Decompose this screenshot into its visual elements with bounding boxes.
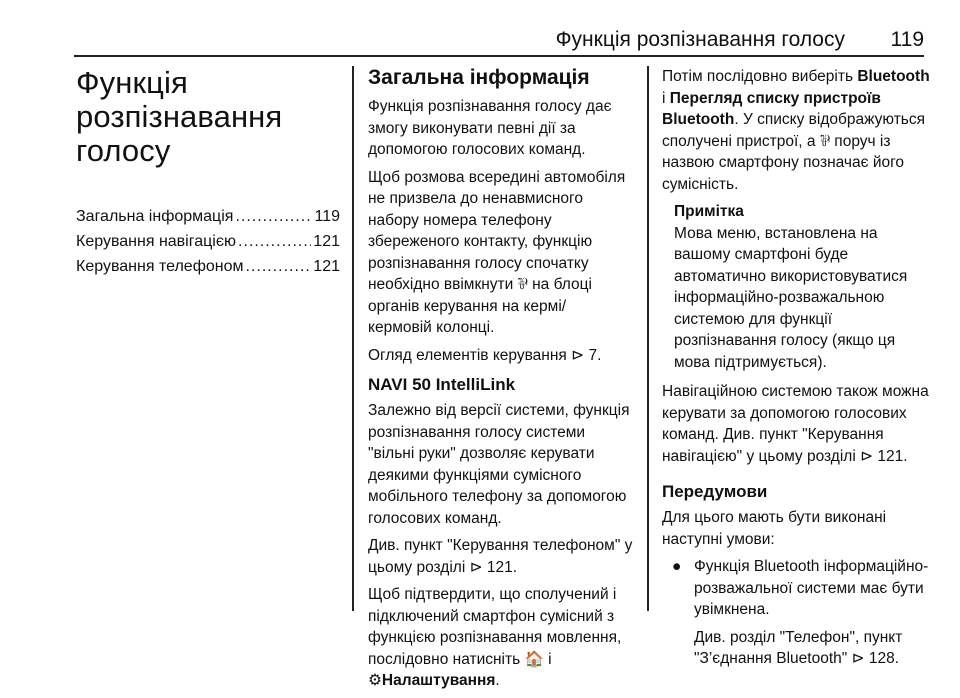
toc-page: 121 [313,233,340,250]
paragraph-text: і [543,650,552,668]
paragraph [662,66,930,195]
column-prerequisites [662,66,930,676]
ref-arrow-icon: ⊳ [860,446,874,465]
section-heading: Передумови [662,482,768,501]
page-ref[interactable]: 121. [486,558,518,576]
toc-page: 119 [314,208,340,225]
note-text: Мова меню, встановлена на вашому смартфоні буде автоматично використовуватися інформаційно-розважальною системою для функції розпізнавання голосу (якщо ця мова підтримується). [674,224,908,371]
toc-entry-navigation[interactable] [76,229,340,254]
page-header [0,0,960,56]
toc-leader [235,204,312,229]
paragraph-text: Потім послідовно виберіть [662,68,854,85]
paragraph [662,381,930,467]
paragraph-text: Див. пункт "Керування телефоном" у цьому розділі [368,537,633,576]
toc-leader [245,254,311,279]
paragraph-text: . У списку відображуються сполучені пристрої, а [662,111,926,150]
header-divider [74,55,924,57]
running-title: Функція розпізнавання голосу [555,28,845,51]
chapter-title: Функція розпізнавання голосу [76,65,283,168]
page-number: 119 [890,28,924,51]
column-divider-1 [352,66,354,611]
paragraph [368,535,634,578]
column-divider-2 [647,66,649,611]
toc-leader [238,229,311,254]
paragraph [368,584,634,692]
device-list-label: Перегляд списку пристроїв Bluetooth [662,89,881,128]
page-ref[interactable]: 7. [588,346,602,364]
bullet-icon: ● [672,558,682,575]
page-ref[interactable]: 128. [868,650,900,667]
paragraph-text: на блоці органів керування на кермі/ кермовій колонці. [368,276,592,336]
ref-arrow-icon: ⊳ [851,649,865,667]
paragraph-text: Щоб розмова всередині автомобіля не призвела до ненавмисного набору номера телефону збереженого контакту, функцію розпізнавання голосу спочатку необхідно ввімкнути [368,168,626,293]
paragraph-text: і [662,89,670,107]
paragraph [368,167,634,339]
toc-entry-phone[interactable] [76,254,340,279]
toc-page: 121 [313,258,340,275]
voice-control-icon: ⅌ [819,131,830,150]
toc-label: Керування навігацією [76,233,236,250]
paragraph-text: . [495,672,500,689]
paragraph-text: Огляд елементів керування [368,346,567,364]
settings-gear-icon: ⚙ [368,671,382,689]
paragraph: Для цього мають бути виконані наступні умови: [662,509,887,548]
paragraph-text: Щоб підтвердити, що сполучений і підключений смартфон сумісний з функцією розпізнавання мовлення, послідовно натисніть [368,586,622,668]
paragraph [694,627,930,670]
list-item-text: Функція Bluetooth інформаційно-розважальної системи має бути увімкнена. [694,558,929,618]
home-icon: 🏠 [524,649,544,668]
toc-entry-general[interactable] [76,204,340,229]
toc-label: Керування телефоном [76,258,244,275]
column-toc [76,66,340,279]
bluetooth-label: Bluetooth [857,68,930,85]
toc-label: Загальна інформація [76,208,234,225]
ref-arrow-icon: ⊳ [469,557,483,576]
paragraph-text: Див. розділ "Телефон", пункт "З’єднання Bluetooth" [694,628,903,667]
paragraph-text: поруч із назвою смартфону позначає його сумісність. [662,132,905,193]
paragraph: Функція розпізнавання голосу дає змогу виконувати певні дії за допомогою голосових команд. [368,98,612,158]
paragraph [368,345,634,367]
column-general-info [368,66,634,698]
list-item [672,556,930,621]
paragraph: Залежно від версії системи, функція розпізнавання голосу системи "вільні руки" дозволяє керувати деякими функціями сумісного мобільного телефону за допомогою голосових команд. [368,402,630,527]
subheading: NAVI 50 IntelliLink [368,375,516,394]
note-box [674,201,930,373]
settings-label: Налаштування [381,672,496,689]
section-heading: Загальна інформація [368,66,590,89]
ref-arrow-icon: ⊳ [571,345,585,364]
voice-control-icon: ⅌ [517,275,528,293]
paragraph-text: Навігаційною системою також можна керувати за допомогою голосових команд. Див. пункт "Керування навігацією" у цьому розділі [662,383,929,465]
note-title: Примітка [674,203,744,220]
page-ref[interactable]: 121. [877,447,908,465]
